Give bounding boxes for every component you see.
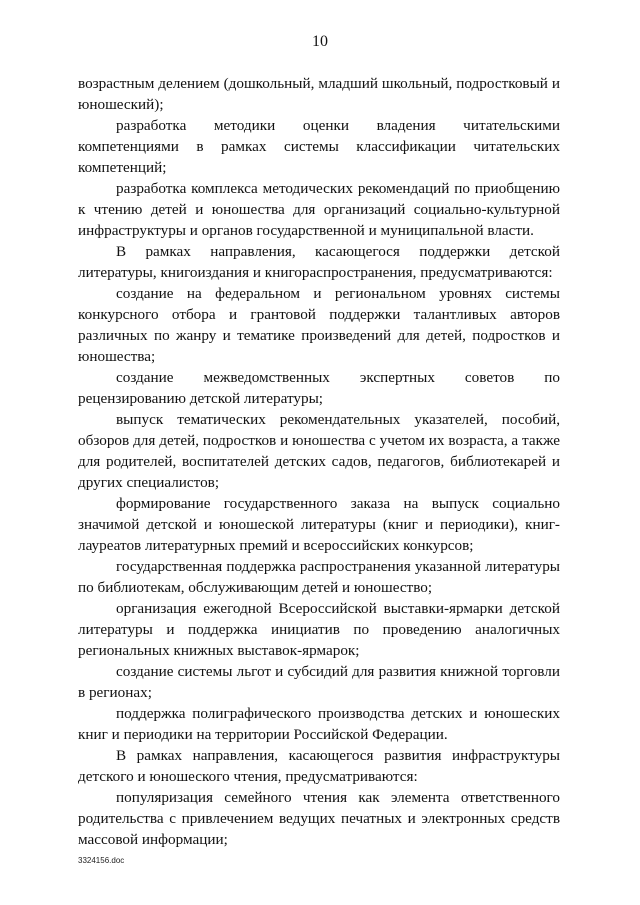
paragraph-family-reading: популяризация семейного чтения как элемента ответственного родительства с привлечением ведущих печатных и электронных средств массовой информации; [78,789,560,848]
paragraph-state-order: формирование государственного заказа на выпуск социально значимой детской и юношеской литературы (книг и периодики), книг-лауреатов литературных премий и всероссийских конкурсов; [78,495,560,554]
footer-filename: 3324156.doc [78,856,125,865]
paragraph-assessment-method: разработка методики оценки владения читательскими компетенциями в рамках системы классификации читательских компетенций; [78,117,560,176]
paragraph-subsidies: создание системы льгот и субсидий для развития книжной торговли в регионах; [78,663,560,701]
paragraph-thematic-guides: выпуск тематических рекомендательных указателей, пособий, обзоров для детей, подростков и юношества с учетом их возраста, а также для родителей, воспитателей детских садов, педагогов, библиотекарей и других специалистов; [78,411,560,491]
paragraph-method-recommendations: разработка комплекса методических рекомендаций по приобщению к чтению детей и юношества для организаций социально-культурной инфраструктуры и органов государственной и муниципальной власти. [78,180,560,239]
document-body [78,73,560,850]
paragraph-infrastructure-intro: В рамках направления, касающегося развития инфраструктуры детского и юношеского чтения, предусматриваются: [78,747,560,785]
paragraph-literature-support-intro: В рамках направления, касающегося поддержки детской литературы, книгоиздания и книгораспространения, предусматриваются: [78,243,560,281]
paragraph-printing-support: поддержка полиграфического производства детских и юношеских книг и периодики на территории Российской Федерации. [78,705,560,743]
page-number: 10 [312,33,328,50]
paragraph-age-groups: возрастным делением (дошкольный, младший школьный, подростковый и юношеский); [78,75,560,113]
paragraph-grant-system: создание на федеральном и региональном уровнях системы конкурсного отбора и грантовой поддержки талантливых авторов различных по жанру и тематике произведений для детей, подростков и юношества; [78,285,560,365]
paragraph-book-fair: организация ежегодной Всероссийской выставки-ярмарки детской литературы и поддержка инициатив по проведению аналогичных региональных книжных выставок-ярмарок; [78,600,560,659]
paragraph-distribution-support: государственная поддержка распространения указанной литературы по библиотекам, обслуживающим детей и юношество; [78,558,560,596]
paragraph-expert-councils: создание межведомственных экспертных советов по рецензированию детской литературы; [78,369,560,407]
